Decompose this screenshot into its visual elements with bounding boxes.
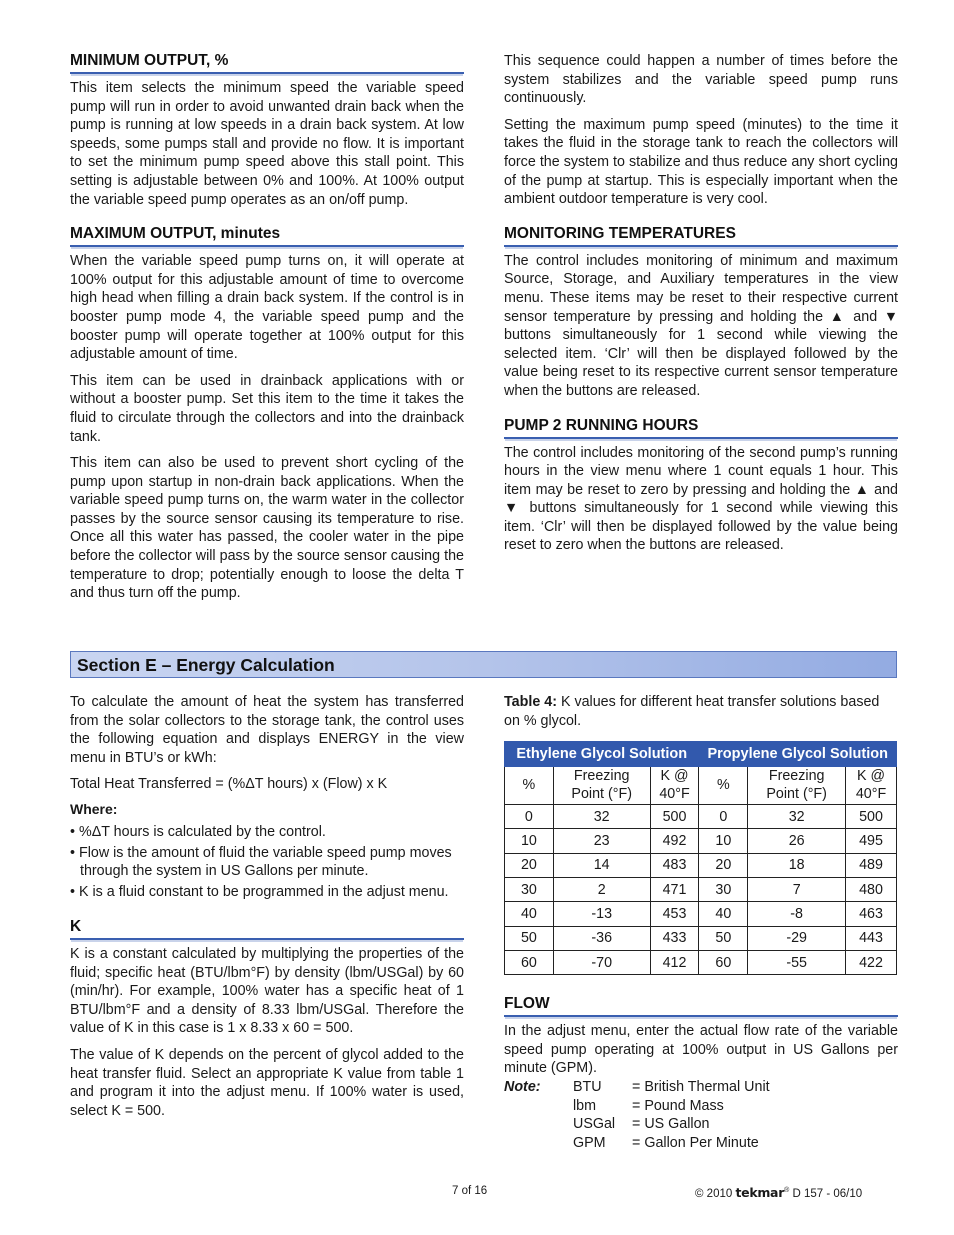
table-cell: 495 bbox=[846, 829, 897, 853]
registered-mark: ® bbox=[784, 1187, 790, 1195]
table-cell: 492 bbox=[650, 829, 699, 853]
table-cell: 453 bbox=[650, 902, 699, 926]
table-row bbox=[505, 950, 897, 974]
note-block bbox=[504, 1078, 898, 1154]
table-row bbox=[505, 829, 897, 853]
header-ethylene-glycol: Ethylene Glycol Solution bbox=[505, 742, 699, 767]
column-left-top bbox=[70, 52, 464, 603]
col-header-percent: % bbox=[505, 767, 554, 805]
table-cell: 20 bbox=[699, 853, 748, 877]
table-cell: 443 bbox=[846, 926, 897, 950]
table-cell: 40 bbox=[505, 902, 554, 926]
table-cell: 32 bbox=[553, 805, 650, 829]
column-right-bottom bbox=[504, 693, 898, 1154]
heading-minimum-output: MINIMUM OUTPUT, % bbox=[70, 52, 464, 74]
table-cell: 500 bbox=[846, 805, 897, 829]
note-definition: = British Thermal Unit bbox=[632, 1079, 770, 1096]
k-paragraph-2: The value of K depends on the percent of glycol added to the heat transfer fluid. Select an appropriate K value from table 1 and program it into the adjust menu. If 100% water is used, select K = 500. bbox=[70, 1046, 464, 1119]
note-label: Note: bbox=[504, 1079, 541, 1096]
note-definition: = US Gallon bbox=[632, 1116, 710, 1133]
flow-paragraph: In the adjust menu, enter the actual flow rate of the variable speed pump operating at 100% output in US Gallons per minute (GPM). bbox=[504, 1023, 898, 1077]
table-caption-label: Table 4: bbox=[504, 694, 557, 710]
table-column-headers bbox=[505, 767, 897, 805]
col-header-freezing: Freezing Point (°F) bbox=[748, 767, 846, 805]
table-cell: 500 bbox=[650, 805, 699, 829]
k-paragraph-1: K is a constant calculated by multiplying the properties of the fluid; specific heat (BTU/lbm°F) by density (lbm/USGal) by 60 (min/hr). For example, 100% water has a specific heat of 1 BTU/lbm°F and a density of 8.33 lbm/USGal. Therefore the value of K in this case is 1 x 8.33 x 60 = 500. bbox=[70, 945, 464, 1037]
monitoring-paragraph: The control includes monitoring of minimum and maximum Source, Storage, and Auxiliary temperatures in the view menu. These items may be reset to their respective current sensor temperature by pressing and holding the ▲ and ▼ buttons simultaneously for 1 second while viewing the selected item. ‘Clr’ will then be displayed followed by the value being reset to its respective current sensor temperature when the buttons are released. bbox=[504, 252, 898, 399]
note-abbreviation: lbm bbox=[573, 1097, 597, 1114]
brand-logo: tekmar bbox=[735, 1185, 785, 1200]
table-cell: 7 bbox=[748, 878, 846, 902]
table-cell: 0 bbox=[699, 805, 748, 829]
table-row bbox=[505, 902, 897, 926]
table-cell: 60 bbox=[699, 950, 748, 974]
table-cell: 14 bbox=[553, 853, 650, 877]
max-output-paragraph-3: This item can also be used to prevent short cycling of the pump upon startup in non-drain back applications. When the variable speed pump turns on, the warm water in the collector passes by the source sensor causing its temperature to rise. Once all this water has passed, the cooler water in the pipe before the collector will pass by the source sensor causing the temperature to drop; potentially enough to loose the delta T and thus turn off the pump. bbox=[70, 455, 464, 602]
k-values-table bbox=[504, 741, 897, 975]
table-cell: 412 bbox=[650, 950, 699, 974]
footer-doc-info bbox=[695, 1185, 862, 1200]
note-abbreviation: USGal bbox=[573, 1116, 616, 1133]
table-cell: 30 bbox=[699, 878, 748, 902]
table-row bbox=[505, 853, 897, 877]
document-code: D 157 - 06/10 bbox=[792, 1188, 863, 1200]
table-cell: -70 bbox=[553, 950, 650, 974]
table-cell: 40 bbox=[699, 902, 748, 926]
bullet-k: • K is a fluid constant to be programmed in the adjust menu. bbox=[70, 884, 449, 901]
column-right-top bbox=[504, 52, 898, 555]
table-cell: 23 bbox=[553, 829, 650, 853]
heading-maximum-output: MAXIMUM OUTPUT, minutes bbox=[70, 225, 464, 247]
table-cell: 0 bbox=[505, 805, 554, 829]
table-cell: -8 bbox=[748, 902, 846, 926]
table-cell: 26 bbox=[748, 829, 846, 853]
table-cell: 32 bbox=[748, 805, 846, 829]
table-cell: 433 bbox=[650, 926, 699, 950]
heading-monitoring-temperatures: MONITORING TEMPERATURES bbox=[504, 225, 898, 247]
section-e-banner bbox=[70, 651, 897, 678]
col-header-freezing: Freezing Point (°F) bbox=[553, 767, 650, 805]
table-cell: 480 bbox=[846, 878, 897, 902]
table-cell: 489 bbox=[846, 853, 897, 877]
column-left-bottom bbox=[70, 693, 464, 1120]
note-definition: = Gallon Per Minute bbox=[632, 1135, 759, 1152]
min-output-paragraph: This item selects the minimum speed the variable speed pump will run in order to avoid unwanted drain back when the pump is running at low speeds in a drain back system. At low speeds, some pumps stall and provide no flow. It is important to set the minimum pump speed above this stall point. This setting is adjustable between 0% and 100%. At 100% output the variable speed pump operates as an on/off pump. bbox=[70, 80, 464, 208]
bullet-flow: • Flow is the amount of fluid the variable speed pump moves through the system in US Gallons per minute. bbox=[70, 845, 452, 879]
energy-intro-paragraph: To calculate the amount of heat the system has transferred from the solar collectors to the storage tank, the control uses the following equation and displays ENERGY in the view menu in BTU’s or kWh: bbox=[70, 694, 464, 766]
note-abbreviation: BTU bbox=[573, 1079, 602, 1096]
page-number: 7 of 16 bbox=[452, 1185, 488, 1197]
copyright: © 2010 bbox=[695, 1188, 733, 1200]
table-cell: 20 bbox=[505, 853, 554, 877]
table-cell: 10 bbox=[699, 829, 748, 853]
max-output-paragraph-2: This item can be used in drainback applications with or without a booster pump. Set this item to the time it takes the fluid to circulate through the collectors and into the drainback tank. bbox=[70, 372, 464, 445]
table-cell: 60 bbox=[505, 950, 554, 974]
note-abbreviation: GPM bbox=[573, 1135, 606, 1152]
table-cell: 483 bbox=[650, 853, 699, 877]
section-e-title: Section E – Energy Calculation bbox=[77, 655, 335, 675]
table-cell: 463 bbox=[846, 902, 897, 926]
sequence-paragraph: This sequence could happen a number of times before the system stabilizes and the variable speed pump runs continuously. bbox=[504, 53, 898, 107]
table-cell: -36 bbox=[553, 926, 650, 950]
pump2-paragraph: The control includes monitoring of the second pump’s running hours in the view menu where 1 count equals 1 hour. This item may be reset to zero by pressing and holding the ▲ and ▼ buttons simultaneously for 1 second while viewing this item. ‘Clr’ will then be displayed followed by the value being reset to zero when the buttons are released. bbox=[504, 444, 898, 554]
header-propylene-glycol: Propylene Glycol Solution bbox=[699, 742, 897, 767]
table-row bbox=[505, 805, 897, 829]
note-definition: = Pound Mass bbox=[632, 1097, 724, 1114]
col-header-percent: % bbox=[699, 767, 748, 805]
table-cell: 50 bbox=[505, 926, 554, 950]
heading-flow: FLOW bbox=[504, 995, 898, 1017]
max-output-paragraph-1: When the variable speed pump turns on, it will operate at 100% output for this adjustable amount of time to overcome high head when filling a drain back system. If the control is in booster pump mode 4, the variable speed pump and the booster pump will operate together at 100% output for this adjustable amount of time. bbox=[70, 253, 464, 363]
table-cell: 30 bbox=[505, 878, 554, 902]
col-header-k: K @ 40°F bbox=[846, 767, 897, 805]
table-cell: 18 bbox=[748, 853, 846, 877]
table-cell: 471 bbox=[650, 878, 699, 902]
table-caption-text: K values for different heat transfer solutions based on % glycol. bbox=[504, 694, 880, 729]
table-cell: -29 bbox=[748, 926, 846, 950]
table-cell: 2 bbox=[553, 878, 650, 902]
heading-k: K bbox=[70, 918, 464, 940]
table-cell: 10 bbox=[505, 829, 554, 853]
energy-equation: Total Heat Transferred = (%ΔT hours) x (Flow) x K bbox=[70, 776, 388, 793]
table-row bbox=[505, 878, 897, 902]
table-cell: -55 bbox=[748, 950, 846, 974]
max-speed-paragraph: Setting the maximum pump speed (minutes) to the time it takes the fluid in the storage tank to reach the collectors will force the system to stabilize and thus reduce any short cycling of the pump at startup. This is especially important when the ambient outdoor temperature is very cool. bbox=[504, 116, 898, 208]
table-cell: 422 bbox=[846, 950, 897, 974]
table-caption bbox=[504, 693, 898, 730]
table-row bbox=[505, 926, 897, 950]
where-label: Where: bbox=[70, 800, 118, 817]
col-header-k: K @ 40°F bbox=[650, 767, 699, 805]
table-cell: 50 bbox=[699, 926, 748, 950]
bullet-delta-t: • %ΔT hours is calculated by the control. bbox=[70, 823, 326, 840]
heading-pump2-running-hours: PUMP 2 RUNNING HOURS bbox=[504, 417, 898, 439]
table-cell: -13 bbox=[553, 902, 650, 926]
